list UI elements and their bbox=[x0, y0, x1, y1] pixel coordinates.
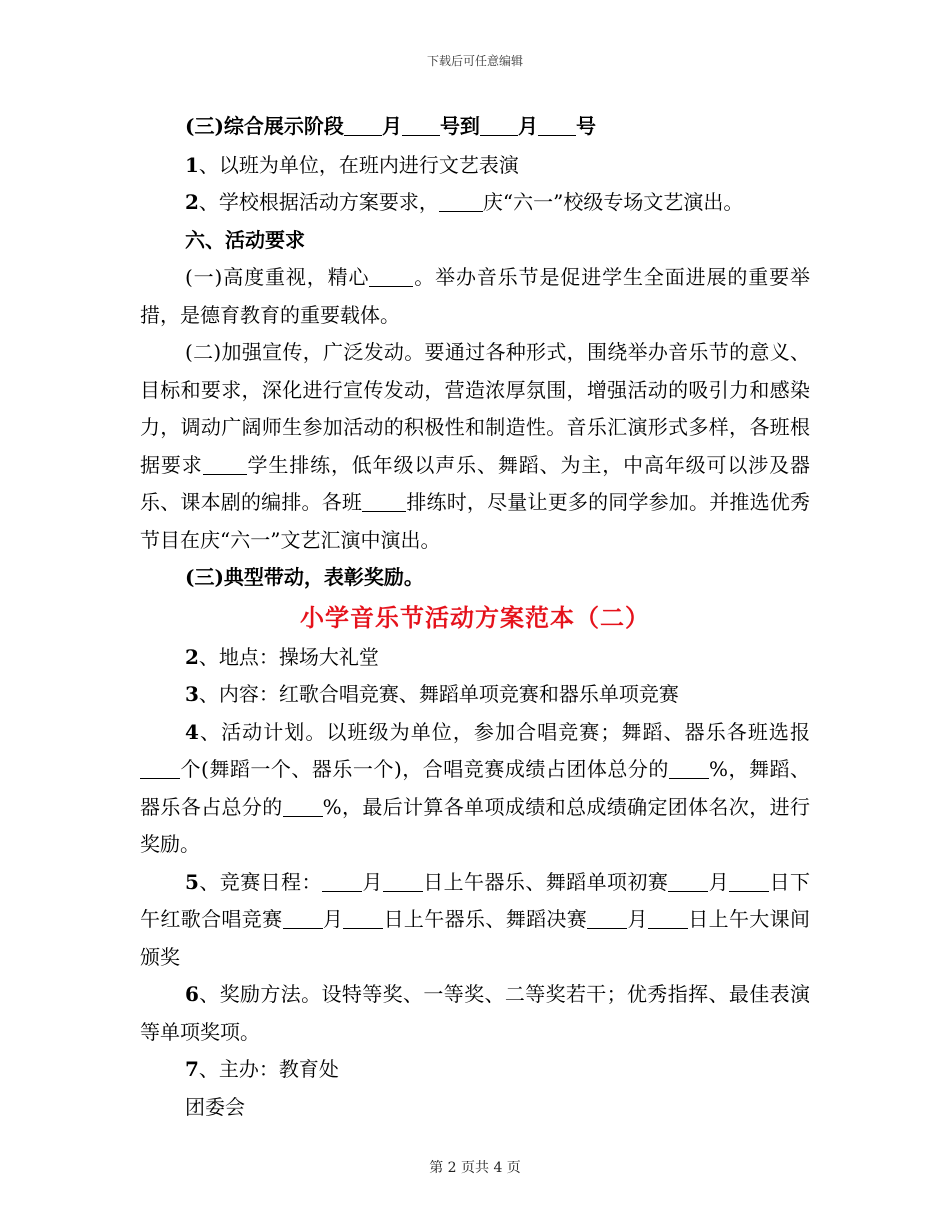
paragraph-text: 。举办音乐节是促进学生全面进展的重要举措，是德育教育的重要载体。 bbox=[140, 265, 811, 327]
list-item bbox=[140, 864, 810, 977]
blank-field bbox=[538, 115, 576, 136]
list-item bbox=[140, 184, 810, 222]
item-text: 、活动计划。以班级为单位，参加合唱竞赛；舞蹈、器乐各班选报 bbox=[198, 719, 810, 744]
month-label: 月 bbox=[517, 114, 538, 138]
list-item bbox=[140, 714, 810, 864]
blank-field bbox=[729, 871, 769, 892]
item-text: 月 bbox=[322, 907, 344, 931]
item-number: 7 bbox=[185, 1057, 199, 1081]
blank-field bbox=[283, 908, 323, 929]
item-text: %，舞蹈、器乐各占总分的 bbox=[140, 757, 810, 819]
list-item bbox=[140, 976, 810, 1051]
list-item bbox=[140, 147, 810, 185]
requirement-2 bbox=[140, 334, 810, 559]
paragraph-text: 学生排练，低年级以声乐、舞蹈、为主，中高年级可以涉及器乐、课本剧的编排。各班 bbox=[140, 452, 811, 514]
blank-field bbox=[322, 871, 362, 892]
document-body bbox=[140, 108, 810, 1126]
item-text: 日上午器乐、舞蹈决赛 bbox=[383, 907, 588, 931]
item-text: 、竞赛日程： bbox=[198, 869, 322, 894]
blank-field bbox=[362, 491, 406, 512]
section3-heading bbox=[140, 108, 810, 146]
item-number: 1 bbox=[185, 152, 199, 177]
paragraph-text: 排练时，尽量让更多的同学参加。并推选优秀节目在庆“六一”文艺汇演中演出。 bbox=[140, 490, 811, 552]
list-item bbox=[140, 1051, 810, 1089]
blank-field bbox=[383, 871, 423, 892]
day-label: 号到 bbox=[439, 114, 480, 138]
blank-field bbox=[402, 115, 440, 136]
item-text: 日上午器乐、舞蹈单项初赛 bbox=[422, 869, 669, 894]
header-note: 下载后可任意编辑 bbox=[426, 54, 523, 68]
section3-heading-prefix: (三)综合展示阶段 bbox=[185, 114, 344, 138]
blank-field bbox=[587, 908, 627, 929]
item-text: 、奖励方法。设特等奖、一等奖、二等奖若干；优秀指挥、最佳表演等单项奖项。 bbox=[140, 982, 810, 1044]
blank-field bbox=[344, 115, 382, 136]
section6-heading: 六、活动要求 bbox=[185, 227, 305, 252]
blank-field bbox=[343, 908, 383, 929]
list-item: 团委会 bbox=[185, 1094, 245, 1119]
requirement-1 bbox=[140, 259, 810, 334]
item-text: 、学校根据活动方案要求， bbox=[198, 190, 439, 214]
blank-field bbox=[648, 908, 688, 929]
blank-field bbox=[369, 266, 413, 287]
blank-field bbox=[140, 758, 180, 779]
item-number: 2 bbox=[185, 644, 199, 669]
blank-field bbox=[439, 191, 483, 212]
item-text: 、内容：红歌合唱竞赛、舞蹈单项竞赛和器乐单项竞赛 bbox=[198, 682, 679, 706]
blank-field bbox=[669, 758, 709, 779]
item-number: 5 bbox=[185, 869, 199, 894]
section-title: 小学音乐节活动方案范本（二） bbox=[300, 602, 650, 632]
item-text: 日上午大课间颁奖 bbox=[140, 907, 811, 969]
item-number: 3 bbox=[185, 682, 199, 706]
blank-field bbox=[283, 796, 323, 817]
month-label: 月 bbox=[381, 114, 402, 138]
blank-field bbox=[668, 871, 708, 892]
item-text: 月 bbox=[361, 869, 383, 894]
item-number: 2 bbox=[185, 190, 199, 214]
paragraph-text: (一)高度重视，精心 bbox=[185, 265, 370, 289]
item-text: %，最后计算各单项成绩和总成绩确定团体名次，进行奖励。 bbox=[140, 794, 811, 856]
item-text: 、地点：操场大礼堂 bbox=[198, 644, 379, 669]
item-number: 4 bbox=[185, 719, 199, 744]
list-item bbox=[140, 639, 810, 677]
requirement-3: (三)典型带动，表彰奖励。 bbox=[185, 565, 424, 589]
item-text: 日下午红歌合唱竞赛 bbox=[140, 869, 811, 931]
item-number: 6 bbox=[185, 982, 199, 1006]
day-label: 号 bbox=[575, 114, 596, 138]
item-text: 、主办：教育处 bbox=[198, 1057, 339, 1081]
paragraph-text: (二)加强宣传，广泛发动。要通过各种形式，围绕举办音乐节的意义、目标和要求，深化进行宣传发动，营造浓厚氛围，增强活动的吸引力和感染力，调动广阔师生参加活动的积极性和制造性。音乐汇演形式多样，各班根据要求 bbox=[140, 340, 810, 477]
item-text: 、以班为单位，在班内进行文艺表演 bbox=[198, 152, 519, 177]
item-text: 个(舞蹈一个、器乐一个)，合唱竞赛成绩占团体总分的 bbox=[180, 757, 669, 781]
blank-field bbox=[203, 454, 247, 475]
item-text: 庆“六一”校级专场文艺演出。 bbox=[482, 190, 744, 214]
list-item bbox=[140, 676, 810, 714]
item-text: 月 bbox=[708, 869, 730, 894]
page-footer: 第 2 页共 4 页 bbox=[429, 1160, 521, 1176]
blank-field bbox=[480, 115, 518, 136]
item-text: 月 bbox=[627, 907, 648, 931]
